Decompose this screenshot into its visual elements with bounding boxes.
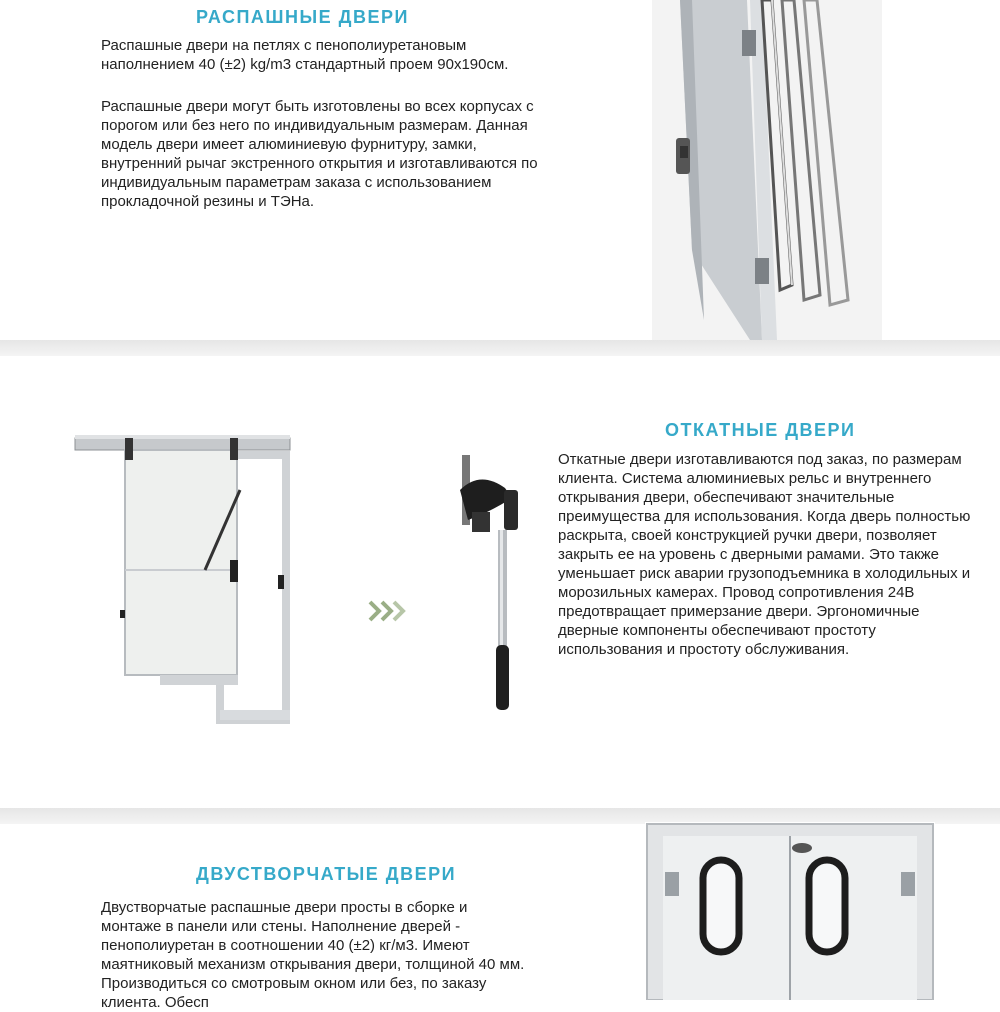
section-divider: [0, 340, 1000, 356]
swing-doors-description-2: Распашные двери могут быть изготовлены во всех корпусах с порогом или без него по индивидуальным размерам. Данная модель двери имеет алюминиевую фурнитуру, замки, внутренний рычаг экстренного открытия и изготавливаются по индивидуальным параметрам заказа с использованием прокладочной резины и ТЭНа.: [101, 98, 538, 210]
swing-door-image: [652, 0, 882, 340]
double-doors-title: ДВУСТВОРЧАТЫЕ ДВЕРИ: [196, 864, 457, 884]
double-chevron-right-icon: [368, 600, 408, 622]
double-door-image: [645, 822, 935, 1000]
sliding-door-image: [70, 430, 310, 730]
sliding-doors-description: Откатные двери изготавливаются под заказ, по размерам клиента. Система алюминиевых рельс и внутреннего открывания двери, обеспечивают значительные преимущества для использования. Когда дверь полностью раскрыта, своей конструкцией ручки двери, позволяет закрыть ее на уровень с дверными рамами. Это также уменьшает риск аварии грузоподъемника в холодильных и морозильных камерах. Провод сопротивления 24В предотвращает примерзание двери. Эргономичные дверные компоненты обеспечивают простоту использования и простоту обслуживания.: [558, 451, 971, 658]
double-doors-description: Двустворчатые распашные двери просты в сборке и монтаже в панели или стены. Наполнение дверей - пенополиуретан в соотношении 40 (±2) кг/м3. Имеют маятниковый механизм открывания двери, толщиной 40 мм. Производиться со смотровым окном или без, по заказу клиента. Обесп: [101, 899, 525, 1011]
swing-doors-title: РАСПАШНЫЕ ДВЕРИ: [196, 7, 409, 27]
swing-doors-description-1: Распашные двери на петлях с пенополиуретановым наполнением 40 (±2) kg/m3 стандартный проем 90х190см.: [101, 37, 509, 73]
door-handle-image: [450, 450, 530, 715]
sliding-doors-title: ОТКАТНЫЕ ДВЕРИ: [665, 420, 856, 440]
swing-doors-section: [0, 0, 1000, 340]
